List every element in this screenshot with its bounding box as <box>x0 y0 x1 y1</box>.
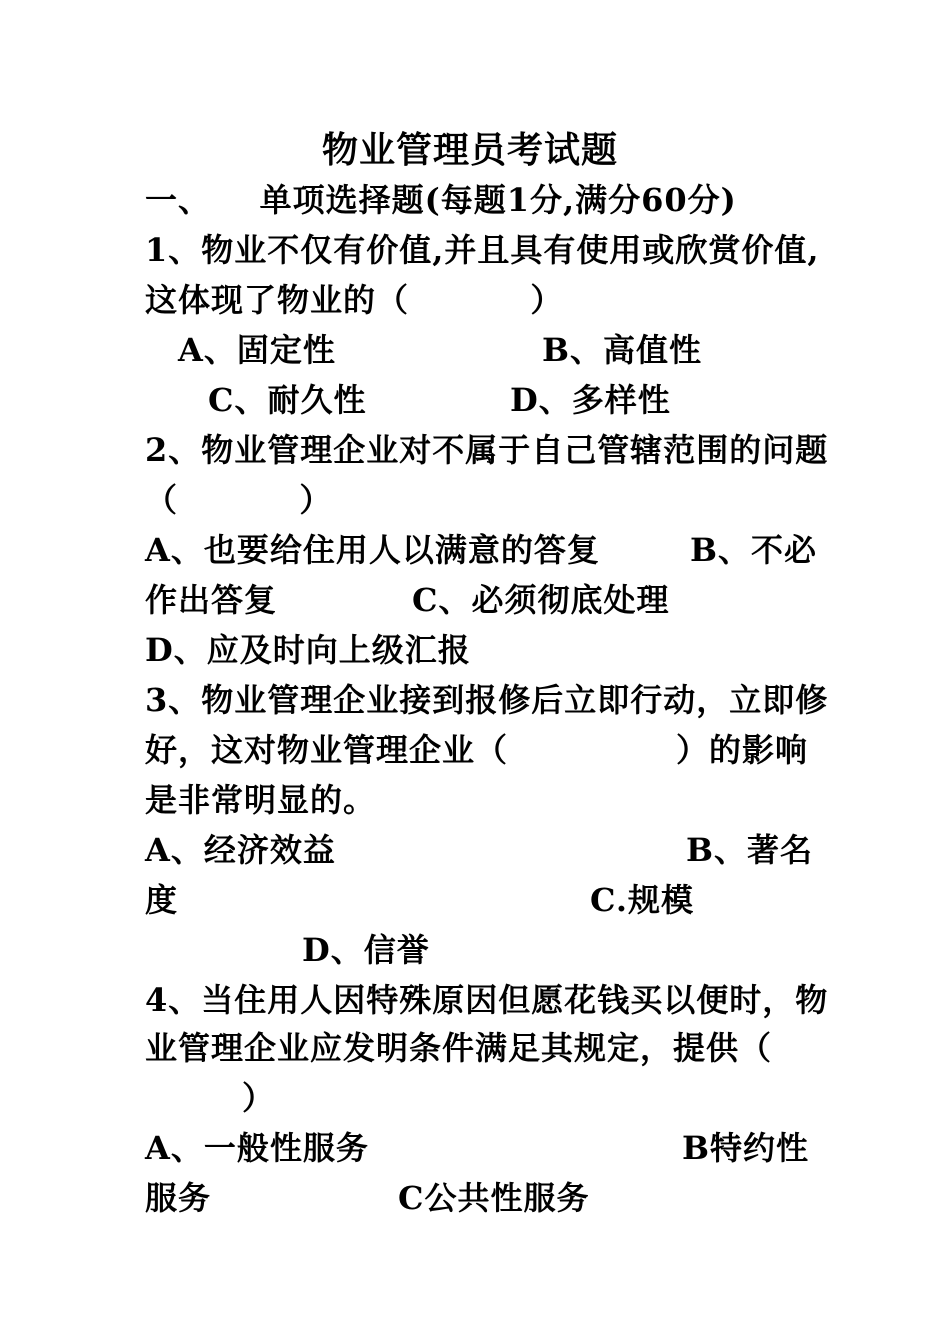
page-title: 物业管理员考试题 <box>322 129 619 171</box>
q2-option-b-start: B、不必 <box>690 531 818 569</box>
q4-option-a: A、一般性服务 <box>145 1129 369 1167</box>
q4-option-c: C公共性服务 <box>398 1179 590 1217</box>
q2-option-b-end: 作出答复 <box>145 581 278 619</box>
q3-stem-line1: 3、物业管理企业接到报修后立即行动，立即修 <box>145 681 829 719</box>
q3-option-b-start: B、著名 <box>686 831 814 869</box>
q4-stem-line1: 4、当住用人因特殊原因但愿花钱买以便时，物 <box>145 981 829 1019</box>
q2-option-d: D、应及时向上级汇报 <box>145 631 471 669</box>
q1-stem-line2: 这体现了物业的（ ） <box>145 281 564 319</box>
q1-option-a: A、固定性 <box>178 331 336 369</box>
q2-option-a: A、也要给住用人以满意的答复 <box>145 531 600 569</box>
q3-option-d: D、信誉 <box>302 931 430 969</box>
q2-stem-line2: （ ） <box>145 481 333 519</box>
q1-stem-line1: 1、物业不仅有价值,并且具有使用或欣赏价值, <box>145 231 820 269</box>
q3-stem-line3: 是非常明显的。 <box>145 781 377 819</box>
q3-stem-line2-start: 好，这对物业管理企业（ <box>145 731 509 769</box>
q4-option-b-start: B特约性 <box>682 1129 810 1167</box>
q4-stem-line3: ） <box>242 1079 276 1117</box>
q1-option-b: B、高值性 <box>542 331 703 369</box>
q3-option-a: A、经济效益 <box>145 831 336 869</box>
q4-stem-line2: 业管理企业应发明条件满足其规定，提供（ <box>145 1029 773 1067</box>
q3-option-c: C.规模 <box>590 881 695 919</box>
q4-option-b-end: 服务 <box>145 1179 212 1217</box>
section-heading: 一、 单项选择题(每题1分,满分60分) <box>145 181 737 219</box>
q2-option-c: C、必须彻底处理 <box>412 581 670 619</box>
q3-stem-line2-end: ）的影响 <box>676 731 809 769</box>
q1-option-d: D、多样性 <box>510 381 671 419</box>
q2-stem-line1: 2、物业管理企业对不属于自己管辖范围的问题 <box>145 431 829 469</box>
q1-option-c: C、耐久性 <box>208 381 367 419</box>
q3-option-b-end: 度 <box>145 881 179 919</box>
